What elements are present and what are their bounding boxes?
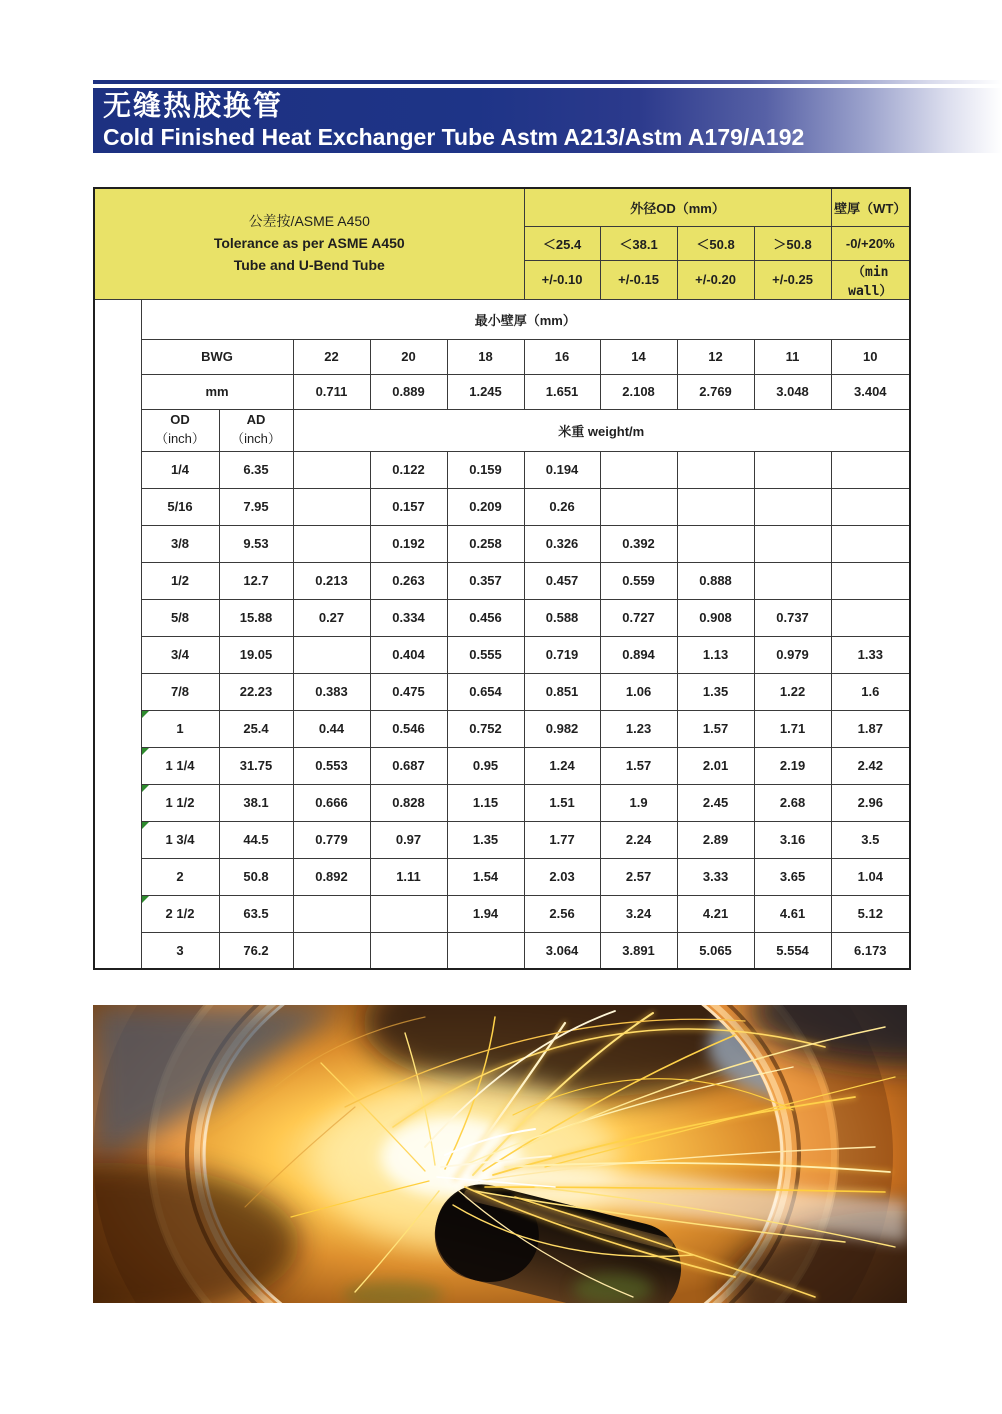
page-header-banner (93, 88, 1002, 153)
od-range-cell: ＜38.1 (600, 226, 677, 260)
weight-cell: 0.982 (524, 710, 600, 747)
weight-cell: 0.457 (524, 562, 600, 599)
od-cell: 3/8 (141, 525, 219, 562)
weight-cell: 1.33 (831, 636, 910, 673)
weight-cell: 0.383 (293, 673, 370, 710)
weight-cell: 1.23 (600, 710, 677, 747)
table-row (94, 599, 910, 636)
ad-cell: 19.05 (219, 636, 293, 673)
bwg-value: 14 (600, 339, 677, 374)
bwg-value: 18 (447, 339, 524, 374)
table-row (94, 821, 910, 858)
weight-cell: 0.475 (370, 673, 447, 710)
bwg-value: 16 (524, 339, 600, 374)
weight-cell (293, 895, 370, 932)
ad-cell: 38.1 (219, 784, 293, 821)
mm-label: mm (141, 374, 293, 409)
weight-cell: 1.35 (677, 673, 754, 710)
weight-cell: 0.588 (524, 599, 600, 636)
weight-cell: 5.12 (831, 895, 910, 932)
ad-cell: 15.88 (219, 599, 293, 636)
weight-cell (831, 525, 910, 562)
weight-cell: 1.57 (677, 710, 754, 747)
weight-cell: 1.22 (754, 673, 831, 710)
ad-cell: 6.35 (219, 451, 293, 488)
weight-cell: 0.357 (447, 562, 524, 599)
table-row (94, 562, 910, 599)
weight-cell: 1.13 (677, 636, 754, 673)
weight-cell: 1.24 (524, 747, 600, 784)
weight-cell: 1.6 (831, 673, 910, 710)
weight-cell (600, 488, 677, 525)
weight-cell (754, 488, 831, 525)
mm-value: 0.711 (293, 374, 370, 409)
weight-cell: 0.719 (524, 636, 600, 673)
od-cell: 3/4 (141, 636, 219, 673)
bwg-value: 10 (831, 339, 910, 374)
bwg-value: 12 (677, 339, 754, 374)
weight-cell: 1.15 (447, 784, 524, 821)
mm-value: 0.889 (370, 374, 447, 409)
left-gutter-cell (94, 299, 141, 969)
weight-cell: 5.554 (754, 932, 831, 969)
table-row (94, 488, 910, 525)
weight-cell: 0.555 (447, 636, 524, 673)
weight-cell: 2.24 (600, 821, 677, 858)
weight-cell: 1.94 (447, 895, 524, 932)
weight-cell: 0.654 (447, 673, 524, 710)
ad-cell: 22.23 (219, 673, 293, 710)
table-row (94, 784, 910, 821)
bwg-row (94, 339, 910, 374)
weight-cell: 1.87 (831, 710, 910, 747)
weight-cell: 0.159 (447, 451, 524, 488)
mm-value: 2.108 (600, 374, 677, 409)
weight-cell: 0.894 (600, 636, 677, 673)
od-cell: 5/8 (141, 599, 219, 636)
table-row (94, 673, 910, 710)
od-range-cell: ＜50.8 (677, 226, 754, 260)
weight-cell: 1.35 (447, 821, 524, 858)
bwg-value: 22 (293, 339, 370, 374)
od-group-header: 外径OD（mm） (524, 188, 831, 226)
bwg-label: BWG (141, 339, 293, 374)
ad-cell: 25.4 (219, 710, 293, 747)
weight-cell: 0.687 (370, 747, 447, 784)
od-cell: 1 (141, 710, 219, 747)
tolerance-line-tube: Tube and U-Bend Tube (233, 256, 385, 273)
od-cell: 2 (141, 858, 219, 895)
od-cell: 5/16 (141, 488, 219, 525)
weight-cell: 0.213 (293, 562, 370, 599)
weight-cell: 1.9 (600, 784, 677, 821)
weight-cell: 1.04 (831, 858, 910, 895)
weight-cell: 4.61 (754, 895, 831, 932)
weight-cell: 2.45 (677, 784, 754, 821)
mm-value: 1.245 (447, 374, 524, 409)
weight-cell: 2.01 (677, 747, 754, 784)
od-tolerance-cell: +/-0.25 (754, 260, 831, 299)
banner-top-stripe (93, 80, 1002, 84)
bwg-value: 20 (370, 339, 447, 374)
weight-cell (293, 932, 370, 969)
od-cell: 1/2 (141, 562, 219, 599)
weight-cell (293, 636, 370, 673)
weight-cell: 2.03 (524, 858, 600, 895)
weight-cell: 0.209 (447, 488, 524, 525)
od-range-cell: ＞50.8 (754, 226, 831, 260)
weight-cell: 3.064 (524, 932, 600, 969)
ad-cell: 44.5 (219, 821, 293, 858)
weight-cell (831, 488, 910, 525)
tolerance-line-zh: 公差按/ASME A450 (248, 213, 370, 230)
weight-cell (831, 599, 910, 636)
tolerance-line-en: Tolerance as per ASME A450 (213, 234, 405, 251)
weight-cell: 3.16 (754, 821, 831, 858)
ad-cell: 50.8 (219, 858, 293, 895)
weight-cell: 0.828 (370, 784, 447, 821)
weight-cell (831, 562, 910, 599)
od-tolerance-cell: +/-0.20 (677, 260, 754, 299)
weight-cell: 0.392 (600, 525, 677, 562)
ad-cell: 12.7 (219, 562, 293, 599)
tube-sparks-illustration (93, 1005, 907, 1303)
ad-cell: 76.2 (219, 932, 293, 969)
weight-cell: 0.779 (293, 821, 370, 858)
weight-cell: 2.57 (600, 858, 677, 895)
weight-cell: 0.546 (370, 710, 447, 747)
weight-cell: 1.77 (524, 821, 600, 858)
table-row (94, 710, 910, 747)
od-tolerance-cell: +/-0.15 (600, 260, 677, 299)
weight-cell (293, 525, 370, 562)
weight-cell: 0.326 (524, 525, 600, 562)
weight-cell: 2.89 (677, 821, 754, 858)
wt-note-cell: （min wall） (831, 260, 910, 299)
weight-cell (447, 932, 524, 969)
od-cell: 1 3/4 (141, 821, 219, 858)
table-row (94, 747, 910, 784)
weight-cell: 0.26 (524, 488, 600, 525)
weight-cell (677, 525, 754, 562)
bwg-value: 11 (754, 339, 831, 374)
weight-cell: 0.404 (370, 636, 447, 673)
weight-cell: 0.737 (754, 599, 831, 636)
weight-cell: 0.194 (524, 451, 600, 488)
weight-cell: 0.192 (370, 525, 447, 562)
photo-tube-sparks (93, 1005, 907, 1303)
weight-cell: 3.891 (600, 932, 677, 969)
weight-cell: 0.553 (293, 747, 370, 784)
weight-cell: 1.06 (600, 673, 677, 710)
mm-value: 1.651 (524, 374, 600, 409)
weight-cell (831, 451, 910, 488)
weight-cell: 0.908 (677, 599, 754, 636)
weight-cell (677, 488, 754, 525)
weight-cell (754, 562, 831, 599)
page-title-english: Cold Finished Heat Exchanger Tube Astm A213/Astm A179/A192 (103, 124, 805, 150)
od-cell: 1 1/2 (141, 784, 219, 821)
weight-cell: 0.263 (370, 562, 447, 599)
weight-cell: 2.68 (754, 784, 831, 821)
weight-cell: 0.44 (293, 710, 370, 747)
weight-cell (754, 525, 831, 562)
weight-cell: 3.33 (677, 858, 754, 895)
weight-cell: 0.851 (524, 673, 600, 710)
weight-cell: 4.21 (677, 895, 754, 932)
weight-cell: 2.42 (831, 747, 910, 784)
weight-cell: 0.888 (677, 562, 754, 599)
weight-cell: 0.892 (293, 858, 370, 895)
weight-cell (293, 451, 370, 488)
weight-cell: 0.456 (447, 599, 524, 636)
od-cell: 7/8 (141, 673, 219, 710)
mm-value: 2.769 (677, 374, 754, 409)
ad-cell: 31.75 (219, 747, 293, 784)
column-header-row (94, 409, 910, 451)
weight-cell: 0.334 (370, 599, 447, 636)
tolerance-header-row (94, 188, 910, 226)
wt-header: 壁厚（WT） (831, 188, 910, 226)
table-row (94, 932, 910, 969)
weight-cell (754, 451, 831, 488)
weight-cell: 1.51 (524, 784, 600, 821)
weight-cell: 0.666 (293, 784, 370, 821)
weight-cell: 3.5 (831, 821, 910, 858)
ad-cell: 9.53 (219, 525, 293, 562)
tolerance-cell (94, 188, 524, 299)
mm-row (94, 374, 910, 409)
table-row (94, 858, 910, 895)
mm-value: 3.048 (754, 374, 831, 409)
weight-cell (370, 932, 447, 969)
od-cell: 2 1/2 (141, 895, 219, 932)
weight-cell: 3.24 (600, 895, 677, 932)
table-row (94, 636, 910, 673)
page-title-chinese: 无缝热胶换管 (103, 90, 284, 121)
weight-cell: 2.19 (754, 747, 831, 784)
weight-cell: 0.752 (447, 710, 524, 747)
weight-per-meter-header: 米重 weight/m (293, 409, 910, 451)
wt-limit-cell: -0/+20% (831, 226, 910, 260)
weight-cell: 0.122 (370, 451, 447, 488)
od-cell: 1/4 (141, 451, 219, 488)
weight-cell: 1.57 (600, 747, 677, 784)
table-row (94, 895, 910, 932)
weight-cell (677, 451, 754, 488)
weight-cell (600, 451, 677, 488)
od-column-header: OD （inch） (141, 409, 219, 451)
weight-cell: 6.173 (831, 932, 910, 969)
weight-cell: 0.95 (447, 747, 524, 784)
table-row (94, 525, 910, 562)
weight-cell: 3.65 (754, 858, 831, 895)
weight-cell: 2.96 (831, 784, 910, 821)
min-wall-title: 最小壁厚（mm） (141, 299, 910, 339)
weight-cell (370, 895, 447, 932)
weight-cell: 0.97 (370, 821, 447, 858)
weight-cell: 0.27 (293, 599, 370, 636)
od-range-cell: ＜25.4 (524, 226, 600, 260)
weight-cell (293, 488, 370, 525)
min-wall-title-row (94, 299, 910, 339)
weight-cell: 2.56 (524, 895, 600, 932)
weight-cell: 0.258 (447, 525, 524, 562)
ad-cell: 7.95 (219, 488, 293, 525)
od-cell: 1 1/4 (141, 747, 219, 784)
mm-value: 3.404 (831, 374, 910, 409)
ad-column-header: AD （inch） (219, 409, 293, 451)
weight-cell: 1.71 (754, 710, 831, 747)
weight-cell: 5.065 (677, 932, 754, 969)
weight-cell: 0.157 (370, 488, 447, 525)
table-row (94, 451, 910, 488)
ad-cell: 63.5 (219, 895, 293, 932)
weight-cell: 1.54 (447, 858, 524, 895)
weight-cell: 0.979 (754, 636, 831, 673)
spec-and-weight-table (93, 187, 909, 970)
weight-cell: 0.727 (600, 599, 677, 636)
weight-cell: 1.11 (370, 858, 447, 895)
od-tolerance-cell: +/-0.10 (524, 260, 600, 299)
od-cell: 3 (141, 932, 219, 969)
weight-cell: 0.559 (600, 562, 677, 599)
